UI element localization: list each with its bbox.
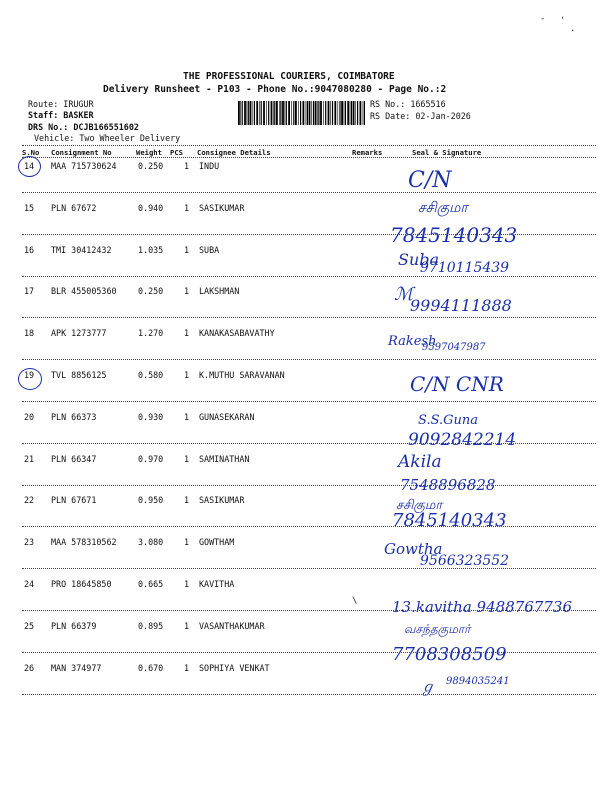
row-consignee: INDU — [199, 161, 220, 171]
signature-24: 13.kavitha 9488767736 — [392, 598, 572, 616]
barcode-bar — [357, 101, 358, 125]
barcode-bar — [254, 101, 255, 125]
barcode-bar — [313, 101, 314, 125]
row-consignment: TVL 8856125 — [51, 370, 107, 380]
row-consignment: APK 1273777 — [51, 328, 107, 338]
row-weight: 0.940 — [138, 203, 164, 213]
row-pcs: 1 — [184, 495, 190, 505]
row-pcs: 1 — [184, 328, 190, 338]
barcode-bar — [317, 101, 318, 125]
barcode-bar — [286, 101, 287, 125]
row-sno: 25 — [24, 621, 35, 631]
row-separator — [22, 192, 596, 193]
row-weight: 0.895 — [138, 621, 164, 631]
circle-mark — [18, 156, 41, 177]
barcode-bar — [318, 101, 319, 125]
signature-22-name: சசிகுமா — [396, 498, 443, 513]
row-weight: 0.250 — [138, 286, 164, 296]
signature-25-name: வசந்தகுமார் — [404, 622, 471, 636]
barcode-bar — [280, 101, 281, 125]
row-pcs: 1 — [184, 370, 190, 380]
barcode-bar — [309, 101, 311, 125]
col-weight: Weight — [136, 148, 162, 157]
rs-date: RS Date: 02-Jan-2026 — [370, 111, 471, 121]
row-consignment: PRO 18645850 — [51, 579, 112, 589]
staff-label: Staff: BASKER — [28, 110, 94, 120]
barcode-bar — [268, 101, 269, 125]
barcode-bar — [285, 101, 286, 125]
signature-14: C/N — [408, 168, 452, 193]
barcode-bar — [238, 101, 240, 125]
barcode-bar — [330, 101, 331, 125]
barcode-bar — [242, 101, 243, 125]
barcode-bar — [295, 101, 297, 125]
barcode-bar — [364, 101, 365, 125]
signature-15-phone: 7845140343 — [390, 223, 518, 247]
signature-26-text: 9894035241 — [446, 676, 510, 687]
barcode-bar — [256, 101, 258, 125]
barcode-bar — [350, 101, 351, 125]
row-consignment: PLN 67672 — [51, 203, 97, 213]
signature-26-mark: ℊ — [420, 678, 436, 696]
barcode-bar — [263, 101, 265, 125]
barcode-bar — [338, 101, 339, 125]
row-sno: 26 — [24, 663, 35, 673]
row-consignment: PLN 66347 — [51, 454, 97, 464]
barcode-bar — [259, 101, 260, 125]
row-weight: 0.950 — [138, 495, 164, 505]
barcode-bar — [328, 101, 330, 125]
circle-mark — [18, 368, 42, 390]
row-consignee: KANAKASABAVATHY — [199, 328, 275, 338]
col-seal-signature: Seal & Signature — [412, 148, 482, 157]
row-consignment: TMI 30412432 — [51, 245, 112, 255]
row-weight: 1.270 — [138, 328, 164, 338]
row-pcs: 1 — [184, 203, 190, 213]
header-top-rule — [22, 145, 596, 146]
barcode-bar — [347, 101, 349, 125]
row-consignment: MAN 374977 — [51, 663, 102, 673]
col-remarks: Remarks — [352, 148, 383, 157]
row-separator — [22, 401, 596, 402]
row-weight: 0.665 — [138, 579, 164, 589]
barcode-bar — [353, 101, 355, 125]
signature-25-phone: 7708308509 — [392, 644, 507, 665]
row-sno: 15 — [24, 203, 35, 213]
row-separator — [22, 317, 596, 318]
row-consignment: PLN 67671 — [51, 495, 97, 505]
row-sno: 22 — [24, 495, 35, 505]
signature-17-mark: ℳ — [394, 284, 414, 305]
barcode-bar — [307, 101, 308, 125]
col-consignment: Consignment No — [51, 148, 112, 157]
row-pcs: 1 — [184, 245, 190, 255]
signature-18-name: Rakesh — [388, 334, 437, 349]
row-separator — [22, 276, 596, 277]
signature-21-name: Akila — [398, 452, 442, 472]
barcode-bar — [248, 101, 249, 125]
header-bottom-rule — [22, 157, 596, 158]
rs-number: RS No.: 1665516 — [370, 99, 446, 109]
barcode-bar — [266, 101, 267, 125]
signature-23-name: Gowtha — [384, 540, 443, 558]
signature-16-name: Suba — [398, 250, 440, 269]
scan-mark: . — [570, 24, 576, 34]
row-pcs: 1 — [184, 663, 190, 673]
drs-label: DRS No.: DCJB166551602 — [28, 122, 139, 132]
signature-18-phone: 9597047987 — [422, 342, 486, 353]
row-consignee: GOWTHAM — [199, 537, 235, 547]
signature-15-name: சசிகுமா — [418, 200, 468, 216]
row-weight: 1.035 — [138, 245, 164, 255]
barcode-bar — [273, 101, 274, 125]
scan-mark: ' — [560, 16, 566, 26]
barcode-bar — [271, 101, 273, 125]
barcode-bar — [344, 101, 345, 125]
barcode-bar — [363, 101, 364, 125]
barcode-bar — [250, 101, 252, 125]
row-consignee: KAVITHA — [199, 579, 235, 589]
row-consignment: PLN 66373 — [51, 412, 97, 422]
barcode-bar — [282, 101, 284, 125]
row-consignee: SOPHIYA VENKAT — [199, 663, 270, 673]
signature-23-phone: 9566323552 — [420, 553, 510, 569]
row-separator — [22, 694, 596, 695]
barcode-bar — [261, 101, 262, 125]
row-sno: 21 — [24, 454, 35, 464]
barcode-bar — [293, 101, 294, 125]
barcode-bar — [332, 101, 333, 125]
row-weight: 0.580 — [138, 370, 164, 380]
row-pcs: 1 — [184, 412, 190, 422]
barcode-bar — [300, 101, 301, 125]
row-sno: 14 — [24, 161, 35, 171]
barcode-bar — [303, 101, 305, 125]
runsheet-title: Delivery Runsheet - P103 - Phone No.:9047080280 - Page No.:2 — [103, 84, 447, 95]
row-consignee: SUBA — [199, 245, 220, 255]
barcode-bar — [320, 101, 322, 125]
row-sno: 19 — [24, 370, 35, 380]
row-consignment: BLR 455005360 — [51, 286, 117, 296]
barcode-bar — [274, 101, 275, 125]
row-consignee: GUNASEKARAN — [199, 412, 255, 422]
signature-17-phone: 9994111888 — [410, 296, 512, 315]
row-consignment: PLN 66379 — [51, 621, 97, 631]
company-title: THE PROFESSIONAL COURIERS, COIMBATORE — [183, 71, 395, 82]
barcode-bar — [311, 101, 312, 125]
row-consignee: SASIKUMAR — [199, 495, 245, 505]
barcode-bar — [247, 101, 248, 125]
route-label: Route: IRUGUR — [28, 99, 94, 109]
row-separator — [22, 485, 596, 486]
row-pcs: 1 — [184, 621, 190, 631]
row-consignee: SAMINATHAN — [199, 454, 250, 464]
row-weight: 0.670 — [138, 663, 164, 673]
signature-16-phone: 9710115439 — [420, 260, 510, 276]
row-separator — [22, 652, 596, 653]
col-sno: S.No — [22, 148, 40, 157]
barcode-bar — [306, 101, 307, 125]
barcode-bar — [244, 101, 246, 125]
row-sno: 23 — [24, 537, 35, 547]
row-consignee: K.MUTHU SARAVANAN — [199, 370, 285, 380]
row-pcs: 1 — [184, 579, 190, 589]
scan-mark: - — [540, 14, 546, 24]
row-weight: 0.250 — [138, 161, 164, 171]
barcode-bar — [279, 101, 280, 125]
barcode-bar — [334, 101, 336, 125]
barcode-bar — [240, 101, 241, 125]
barcode-bar — [345, 101, 346, 125]
col-pcs: PCS — [170, 148, 183, 157]
row-consignee: LAKSHMAN — [199, 286, 240, 296]
col-consignee: Consignee Details — [197, 148, 271, 157]
row-pcs: 1 — [184, 454, 190, 464]
row-separator — [22, 359, 596, 360]
signature-22-phone: 7845140343 — [392, 510, 507, 531]
row-sno: 20 — [24, 412, 35, 422]
row-weight: 0.970 — [138, 454, 164, 464]
row-consignment: MAA 578310562 — [51, 537, 117, 547]
signature-20-phone: 9092842214 — [408, 430, 517, 450]
row-pcs: 1 — [184, 161, 190, 171]
signature-21-phone: 7548896828 — [400, 476, 496, 494]
barcode-bar — [252, 101, 253, 125]
row-consignment: MAA 715730624 — [51, 161, 117, 171]
barcode-bar — [355, 101, 356, 125]
row-separator — [22, 526, 596, 527]
remark-tick: \ — [352, 596, 358, 606]
row-consignee: SASIKUMAR — [199, 203, 245, 213]
signature-20-name: S.S.Guna — [418, 413, 479, 428]
row-pcs: 1 — [184, 286, 190, 296]
barcode-bar — [315, 101, 317, 125]
row-sno: 17 — [24, 286, 35, 296]
barcode-bar — [291, 101, 292, 125]
barcode-bar — [323, 101, 324, 125]
barcode-bar — [360, 101, 362, 125]
barcode-bar — [298, 101, 299, 125]
barcode-icon — [238, 101, 366, 125]
signature-19: C/N CNR — [410, 372, 504, 396]
row-separator — [22, 568, 596, 569]
barcode-bar — [288, 101, 290, 125]
row-pcs: 1 — [184, 537, 190, 547]
barcode-bar — [276, 101, 278, 125]
barcode-bar — [351, 101, 352, 125]
barcode-bar — [339, 101, 340, 125]
row-sno: 18 — [24, 328, 35, 338]
row-weight: 0.930 — [138, 412, 164, 422]
vehicle-label: Vehicle: Two Wheeler Delivery — [34, 133, 181, 143]
row-weight: 3.080 — [138, 537, 164, 547]
barcode-bar — [341, 101, 343, 125]
barcode-bar — [325, 101, 326, 125]
row-sno: 16 — [24, 245, 35, 255]
row-consignee: VASANTHAKUMAR — [199, 621, 265, 631]
row-sno: 24 — [24, 579, 35, 589]
